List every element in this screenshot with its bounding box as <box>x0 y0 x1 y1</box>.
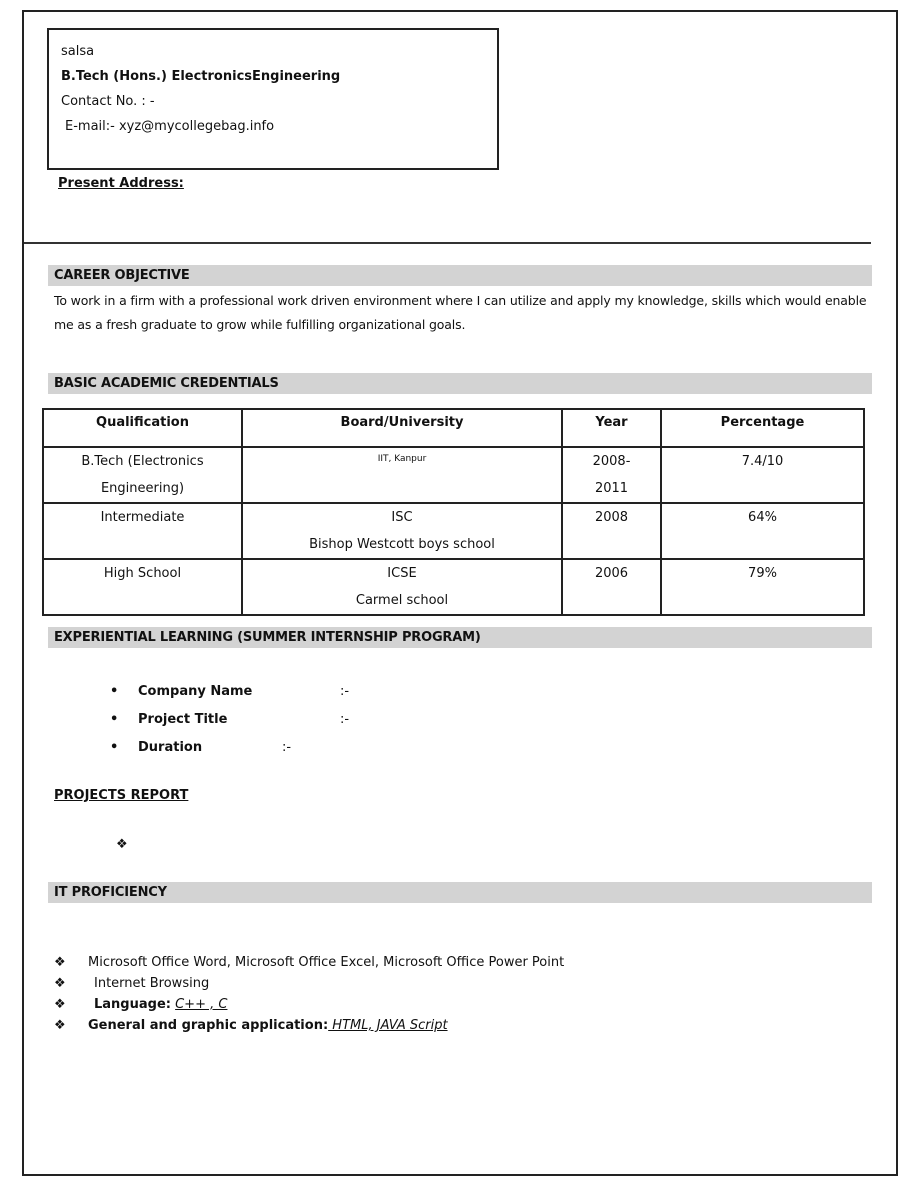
qualification-cell: Intermediate <box>43 503 242 559</box>
contact-number: Contact No. : - <box>61 94 155 109</box>
percentage-cell: 79% <box>661 559 864 615</box>
projects-heading: PROJECTS REPORT <box>54 788 189 803</box>
table-row <box>43 559 864 615</box>
diamond-bullet-icon: ❖ <box>54 976 66 991</box>
it-proficiency-heading: IT PROFICIENCY <box>48 882 872 903</box>
career-objective-heading: CAREER OBJECTIVE <box>48 265 872 286</box>
percentage-cell: 7.4/10 <box>661 447 864 503</box>
column-header: Percentage <box>661 409 864 447</box>
table-header-row <box>43 409 864 447</box>
academics-heading: BASIC ACADEMIC CREDENTIALS <box>48 373 872 394</box>
year-cell: 2006 <box>562 559 661 615</box>
skill-label: Language: <box>94 997 171 1012</box>
diamond-bullet-icon: ❖ <box>54 1018 66 1033</box>
item-label: Company Name <box>138 684 253 699</box>
percentage-cell: 64% <box>661 503 864 559</box>
candidate-name: salsa <box>61 44 95 59</box>
item-label: Project Title <box>138 712 228 727</box>
skill-text <box>94 994 227 1015</box>
skill-text <box>88 1015 448 1036</box>
header-divider <box>24 242 871 244</box>
item-label: Duration <box>138 740 203 755</box>
column-header: Year <box>562 409 661 447</box>
skill-text: Internet Browsing <box>94 976 210 991</box>
bullet-icon: • <box>110 684 119 699</box>
column-header: Board/University <box>242 409 562 447</box>
skill-text: Microsoft Office Word, Microsoft Office Excel, Microsoft Office Power Point <box>88 955 565 970</box>
email-address: E-mail:- xyz@mycollegebag.info <box>65 119 275 134</box>
board-cell <box>242 503 562 559</box>
skill-value: HTML, JAVA Script <box>328 1018 448 1033</box>
present-address-label: Present Address: <box>58 176 184 191</box>
diamond-bullet-icon: ❖ <box>116 837 128 852</box>
academic-credentials-table <box>42 408 865 616</box>
skill-label: General and graphic application: <box>88 1018 329 1033</box>
diamond-bullet-icon: ❖ <box>54 955 66 970</box>
year-cell: 2008 <box>562 503 661 559</box>
item-separator: :- <box>340 712 350 727</box>
qualification-cell: B.Tech (Electronics Engineering) <box>43 447 242 503</box>
table-row <box>43 503 864 559</box>
career-objective-text: To work in a firm with a professional work driven environment where I can utilize and apply my knowledge, skills which would enable me as a fresh graduate to grow while fulfilling organizational goals. <box>54 293 867 332</box>
bullet-icon: • <box>110 740 119 755</box>
board-name: ISC <box>391 510 413 525</box>
candidate-degree: B.Tech (Hons.) ElectronicsEngineering <box>61 69 341 84</box>
column-header: Qualification <box>43 409 242 447</box>
board-name: ICSE <box>387 566 417 581</box>
diamond-bullet-icon: ❖ <box>54 997 66 1012</box>
item-separator: :- <box>340 684 350 699</box>
internship-heading: EXPERIENTIAL LEARNING (SUMMER INTERNSHIP PROGRAM) <box>48 627 872 648</box>
item-separator: :- <box>282 740 292 755</box>
school-name: Bishop Westcott boys school <box>309 537 495 552</box>
board-cell <box>242 559 562 615</box>
school-name: Carmel school <box>355 593 449 608</box>
skill-value: C++ , C <box>175 997 228 1012</box>
table-row <box>43 447 864 503</box>
board-cell: IIT, Kanpur <box>242 447 562 503</box>
qualification-cell: High School <box>43 559 242 615</box>
bullet-icon: • <box>110 712 119 727</box>
contact-box <box>47 28 499 170</box>
year-cell: 2008-2011 <box>562 447 661 503</box>
